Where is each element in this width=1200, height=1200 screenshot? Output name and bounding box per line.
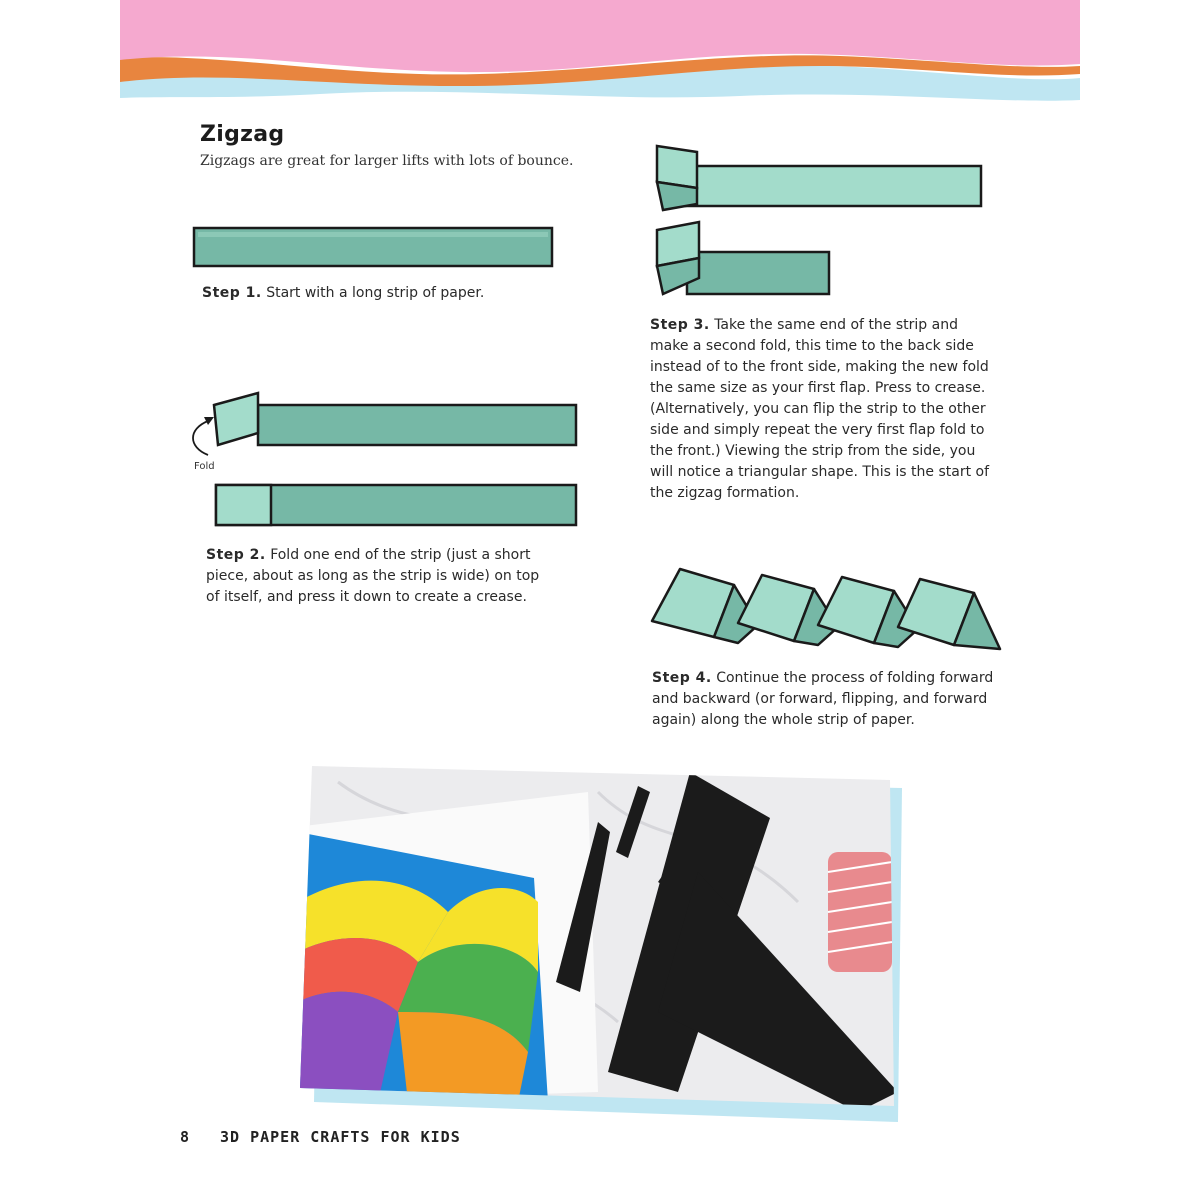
step1-strip-illustration (190, 222, 560, 274)
step2-label: Step 2. (206, 547, 266, 563)
step3-label: Step 3. (650, 317, 710, 333)
step3-text (650, 315, 990, 504)
book-page (120, 0, 1080, 1200)
step1-label: Step 1. (202, 285, 262, 301)
decorative-banner (120, 0, 1080, 110)
step4-body: Continue the process of folding forward and backward (or forward, flipping, and forward again) along the whole strip of paper. (652, 670, 994, 728)
page-number: 8 (180, 1128, 191, 1146)
fold-label: Fold (194, 461, 215, 472)
step3-fold-illustration (645, 138, 990, 300)
craft-photo (298, 762, 908, 1134)
step2-fold-illustration (180, 385, 580, 535)
step4-label: Step 4. (652, 670, 712, 686)
section-intro: Zigzags are great for larger lifts with lots of bounce. (200, 153, 574, 169)
section-title: Zigzag (200, 122, 285, 147)
step2-body: Fold one end of the strip (just a short piece, about as long as the strip is wide) on top of itself, and press it down to create a crease. (206, 547, 540, 605)
fold-arrow (193, 421, 208, 455)
step4-zigzag-illustration (648, 565, 1008, 655)
step1-text (202, 283, 562, 304)
step1-body: Start with a long strip of paper. (266, 285, 485, 301)
step4-text (652, 668, 997, 731)
step3-body: Take the same end of the strip and make a second fold, this time to the back side instead of to the front side, making the new fold the same size as your first flap. Press to crease. (Alternatively, you can flip the strip to the other side and simply repeat the very first flap fold to the front.) Viewing the strip from the side, you will notice a triangular shape. This is the start of the zigzag formation. (650, 317, 990, 501)
book-title: 3D PAPER CRAFTS FOR KIDS (220, 1128, 461, 1146)
step2-text (206, 545, 546, 608)
